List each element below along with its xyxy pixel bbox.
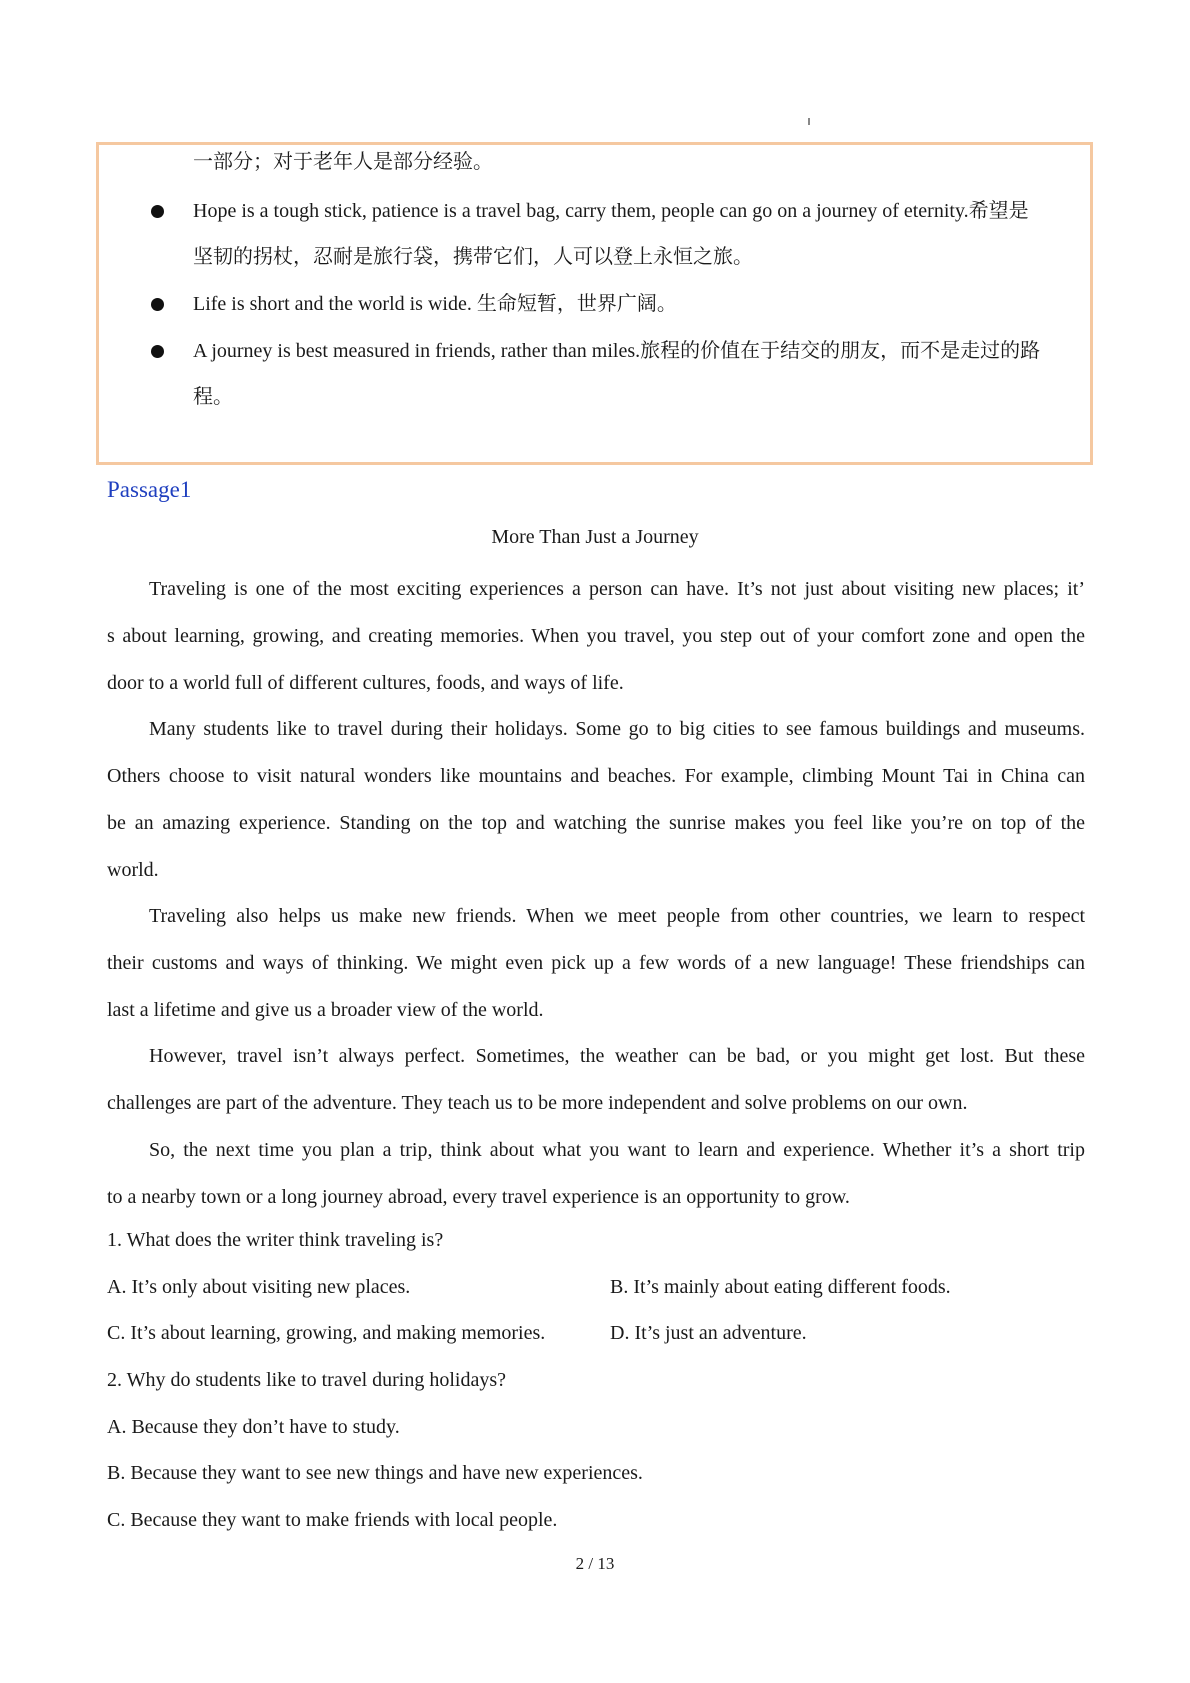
page-number: 2 / 13 (575, 1554, 615, 1573)
passage-title: More Than Just a Journey (491, 526, 699, 548)
question-1-option-d: D. It’s just an adventure. (610, 1322, 807, 1344)
paragraph-line: s about learning, growing, and creating memories. When you travel, you step out of your comfort zone and open the (107, 625, 1085, 647)
question-2-option-b: B. Because they want to see new things and have new experiences. (107, 1462, 643, 1484)
paragraph-line: door to a world full of different cultures, foods, and ways of life. (107, 672, 624, 694)
quote-line: 程。 (193, 386, 233, 408)
bullet-icon (151, 345, 164, 358)
paragraph-line: their customs and ways of thinking. We might even pick up a few words of a new language! These friendships can (107, 952, 1085, 974)
paragraph-line: challenges are part of the adventure. They teach us to be more independent and solve problems on our own. (107, 1092, 968, 1114)
paragraph-line: world. (107, 859, 159, 881)
question-2-stem: 2. Why do students like to travel during holidays? (107, 1369, 507, 1391)
paragraph-line: Traveling also helps us make new friends. When we meet people from other countries, we learn to respect (149, 905, 1085, 927)
question-1-option-b: B. It’s mainly about eating different foods. (610, 1276, 951, 1298)
question-1-stem: 1. What does the writer think traveling is? (107, 1229, 444, 1251)
quote-line: Hope is a tough stick, patience is a travel bag, carry them, people can go on a journey of eternity.希望是 (193, 200, 1029, 222)
question-1-option-a: A. It’s only about visiting new places. (107, 1276, 411, 1298)
bullet-icon (151, 205, 164, 218)
paragraph-line: However, travel isn’t always perfect. Sometimes, the weather can be bad, or you might get lost. But these (149, 1045, 1085, 1067)
quote-line: A journey is best measured in friends, rather than miles.旅程的价值在于结交的朋友，而不是走过的路 (193, 340, 1041, 362)
question-2-option-a: A. Because they don’t have to study. (107, 1416, 400, 1438)
paragraph-line: Traveling is one of the most exciting experiences a person can have. It’s not just about visiting new places; it’ (149, 578, 1085, 600)
paragraph-line: be an amazing experience. Standing on the top and watching the sunrise makes you feel like you’re on top of the (107, 812, 1085, 834)
bullet-icon (151, 298, 164, 311)
quote-line: Life is short and the world is wide. 生命短暂，世界广阔。 (193, 293, 677, 315)
quote-box (96, 142, 1093, 465)
quote-line: 坚韧的拐杖，忍耐是旅行袋，携带它们，人可以登上永恒之旅。 (193, 246, 753, 268)
question-2-option-c: C. Because they want to make friends with local people. (107, 1509, 558, 1531)
paragraph-line: Many students like to travel during their holidays. Some go to big cities to see famous buildings and museums. (149, 718, 1085, 740)
paragraph-line: last a lifetime and give us a broader view of the world. (107, 999, 544, 1021)
passage-label: Passage1 (107, 477, 192, 502)
paragraph-line: So, the next time you plan a trip, think about what you want to learn and experience. Whether it’s a short trip (149, 1139, 1085, 1161)
paragraph-line: Others choose to visit natural wonders like mountains and beaches. For example, climbing Mount Tai in China can (107, 765, 1085, 787)
quote-line: 一部分；对于老年人是部分经验。 (193, 151, 493, 173)
question-1-option-c: C. It’s about learning, growing, and making memories. (107, 1322, 546, 1344)
paragraph-line: to a nearby town or a long journey abroad, every travel experience is an opportunity to grow. (107, 1186, 850, 1208)
page-mark (808, 118, 810, 125)
